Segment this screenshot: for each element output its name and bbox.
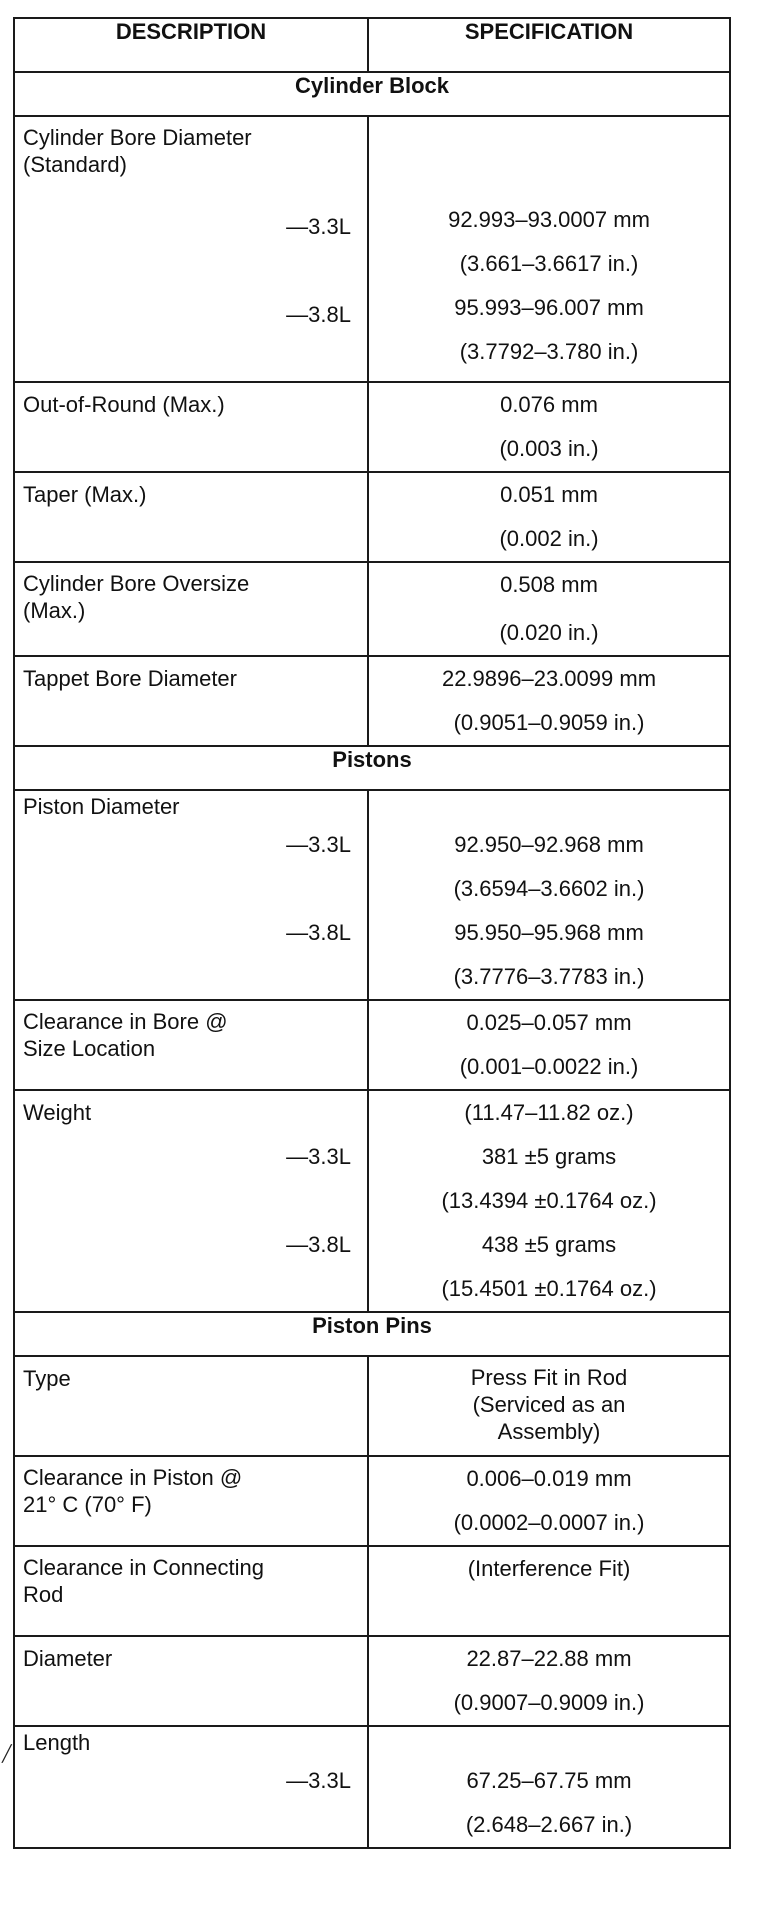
specification-cell [368, 656, 730, 746]
description-line: (Standard) [23, 152, 127, 177]
variant-label: —3.8L [286, 920, 351, 945]
description-cell [14, 1726, 368, 1848]
description-line: Size Location [23, 1036, 156, 1061]
specification-cell [368, 1726, 730, 1848]
spec-value: 0.006–0.019 mm [466, 1466, 632, 1491]
variant-label: —3.3L [286, 832, 351, 857]
spec-value: (11.47–11.82 oz.) [464, 1100, 634, 1125]
table-row [14, 562, 730, 656]
spec-value: Press Fit in Rod [470, 1365, 628, 1390]
description-line: Cylinder Bore Diameter [23, 125, 252, 150]
spec-value: 95.950–95.968 mm [454, 920, 644, 945]
table-row [14, 1546, 730, 1636]
spec-value: (0.0002–0.0007 in.) [453, 1510, 645, 1535]
description-line: Weight [23, 1100, 92, 1125]
spec-value: (15.4501 ±0.1764 oz.) [441, 1276, 657, 1301]
spec-value: 0.025–0.057 mm [466, 1010, 632, 1035]
table-row [14, 1000, 730, 1090]
spec-value: 438 ±5 grams [481, 1232, 617, 1257]
description-line: Diameter [23, 1646, 113, 1671]
spec-value: Assembly) [497, 1419, 601, 1444]
section-row [14, 72, 730, 116]
spec-value: (3.7776–3.7783 in.) [453, 964, 645, 989]
description-cell [14, 1356, 368, 1456]
description-line: (Max.) [23, 598, 86, 623]
table-row [14, 116, 730, 382]
table-row [14, 1636, 730, 1726]
variant-label: —3.3L [286, 1768, 351, 1793]
description-cell [14, 1636, 368, 1726]
table-row [14, 472, 730, 562]
specification-cell [368, 1356, 730, 1456]
specification-cell [368, 472, 730, 562]
description-cell [14, 382, 368, 472]
description-cell [14, 1546, 368, 1636]
table-row [14, 382, 730, 472]
section-title-cylinder-block: Cylinder Block [14, 72, 730, 116]
description-header: DESCRIPTION [14, 18, 368, 72]
spec-value: (Serviced as an [472, 1392, 626, 1417]
spec-value: 67.25–67.75 mm [466, 1768, 632, 1793]
specification-cell [368, 1456, 730, 1546]
table-row [14, 1456, 730, 1546]
spec-value: (0.003 in.) [499, 436, 599, 461]
spec-value: (0.020 in.) [499, 620, 599, 645]
specification-cell [368, 382, 730, 472]
description-cell [14, 116, 368, 382]
variant-label: —3.3L [286, 1144, 351, 1169]
spec-table [13, 17, 731, 1849]
variant-label: —3.8L [286, 302, 351, 327]
variant-label: —3.8L [286, 1232, 351, 1257]
spec-value: 95.993–96.007 mm [454, 295, 644, 320]
specification-cell [368, 562, 730, 656]
section-row [14, 1312, 730, 1356]
spec-value: 92.950–92.968 mm [454, 832, 644, 857]
specification-header: SPECIFICATION [368, 18, 730, 72]
specification-cell [368, 1546, 730, 1636]
spec-value: (3.6594–3.6602 in.) [453, 876, 645, 901]
spec-value: (2.648–2.667 in.) [465, 1812, 633, 1837]
spec-value: 22.87–22.88 mm [466, 1646, 632, 1671]
spec-value: (Interference Fit) [467, 1556, 631, 1581]
table-row [14, 1356, 730, 1456]
table-row [14, 1090, 730, 1312]
spec-value: 0.508 mm [500, 572, 598, 597]
description-line: Type [23, 1366, 71, 1391]
specification-cell [368, 116, 730, 382]
table-row [14, 1726, 730, 1848]
description-line: Cylinder Bore Oversize [23, 571, 250, 596]
description-line: Rod [23, 1582, 64, 1607]
description-cell [14, 1456, 368, 1546]
spec-value: (0.9007–0.9009 in.) [453, 1690, 645, 1715]
spec-value: (0.9051–0.9059 in.) [453, 710, 645, 735]
section-title-piston-pins: Piston Pins [14, 1312, 730, 1356]
specification-cell [368, 1636, 730, 1726]
spec-value: (3.7792–3.780 in.) [459, 339, 639, 364]
description-line: Clearance in Piston @ [23, 1465, 243, 1490]
spec-value: 22.9896–23.0099 mm [441, 666, 657, 691]
specification-cell [368, 1000, 730, 1090]
table-row [14, 656, 730, 746]
description-cell [14, 1000, 368, 1090]
description-cell [14, 472, 368, 562]
spec-value: 92.993–93.0007 mm [448, 207, 650, 232]
description-cell [14, 656, 368, 746]
table-row [14, 790, 730, 1000]
description-line: Taper (Max.) [23, 482, 147, 507]
specification-cell [368, 790, 730, 1000]
spec-value: 0.076 mm [500, 392, 598, 417]
description-line: 21° C (70° F) [23, 1492, 152, 1517]
description-line: Piston Diameter [23, 794, 180, 819]
spec-value: 0.051 mm [500, 482, 598, 507]
spec-value: 381 ±5 grams [481, 1144, 617, 1169]
header-row [14, 18, 730, 72]
spec-value: (0.002 in.) [499, 526, 599, 551]
description-cell [14, 790, 368, 1000]
margin-mark-icon: ╱ [2, 1746, 12, 1763]
description-line: Clearance in Bore @ [23, 1009, 228, 1034]
spec-value: (13.4394 ±0.1764 oz.) [441, 1188, 657, 1213]
spec-value: (0.001–0.0022 in.) [459, 1054, 639, 1079]
section-row [14, 746, 730, 790]
spec-value: (3.661–3.6617 in.) [459, 251, 639, 276]
specification-cell [368, 1090, 730, 1312]
section-title-pistons: Pistons [14, 746, 730, 790]
description-line: Length [23, 1730, 91, 1755]
description-line: Tappet Bore Diameter [23, 666, 237, 691]
description-cell [14, 1090, 368, 1312]
description-line: Clearance in Connecting [23, 1555, 264, 1580]
variant-label: —3.3L [286, 214, 351, 239]
description-line: Out-of-Round (Max.) [23, 392, 225, 417]
description-cell [14, 562, 368, 656]
